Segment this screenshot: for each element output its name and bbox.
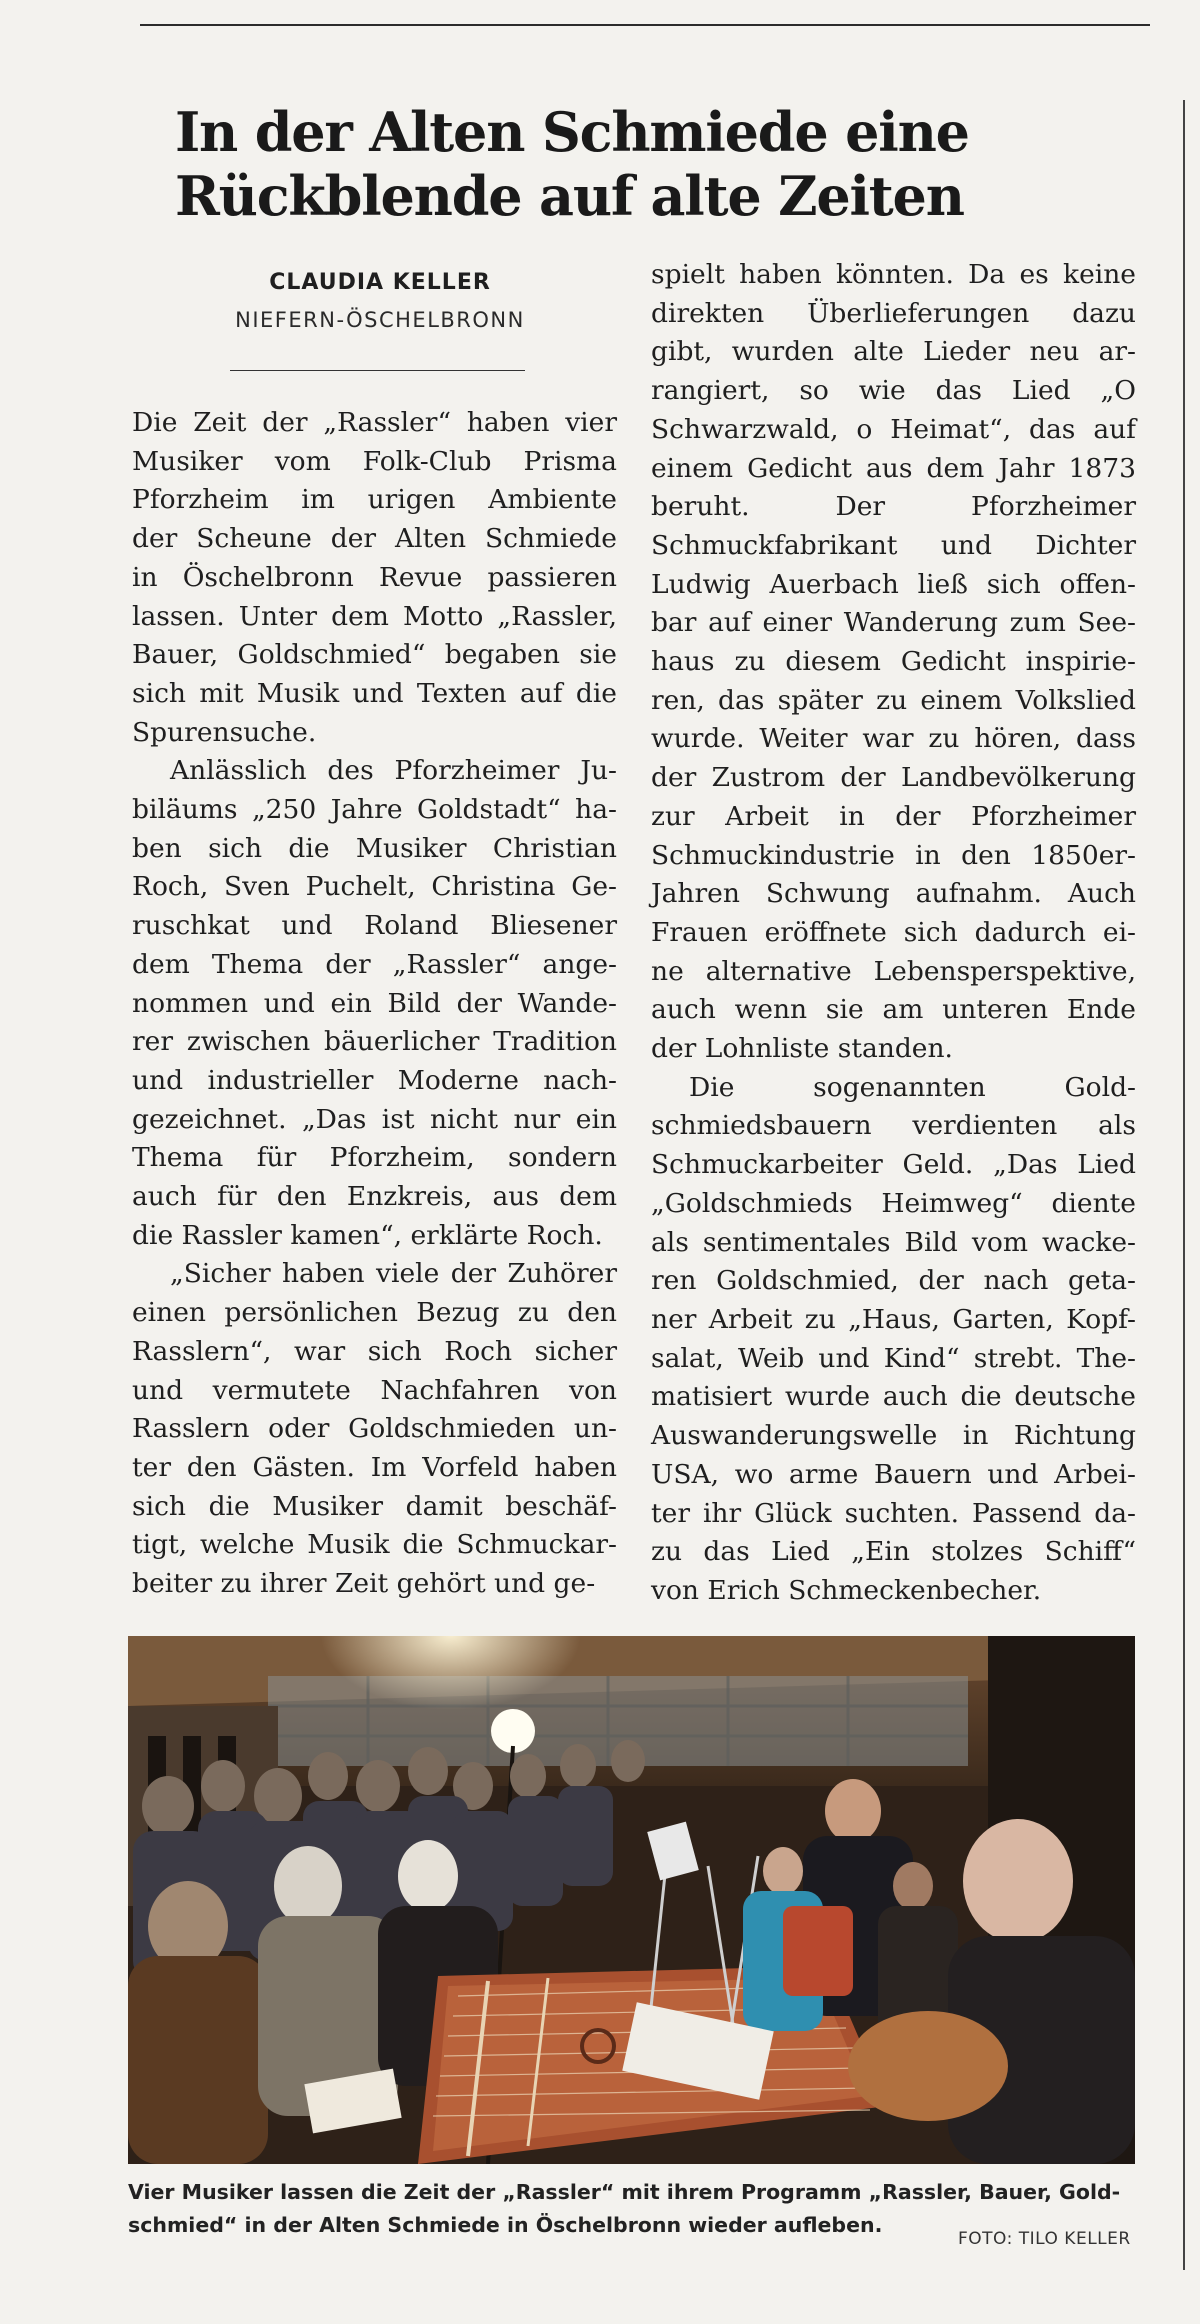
body-text-line: Anlässlich des Pforzheimer Ju- [170, 755, 617, 787]
previous-page-header-bleed [300, 2, 1150, 22]
body-text-line: rangiert, so wie das Lied „O [651, 375, 1136, 407]
body-text-line: beiter zu ihrer Zeit gehört und ge- [132, 1568, 596, 1600]
body-text-line: tigt, welche Musik die Schmuckar- [132, 1529, 617, 1561]
body-text-line: Schwarzwald, o Heimat“, das auf [651, 413, 1136, 445]
body-text-line: ben sich die Musiker Christian [132, 832, 617, 864]
body-text-line: Spurensuche. [132, 716, 317, 748]
body-text-line: Schmuckfabrikant und Dichter [651, 529, 1136, 561]
page-top-rule [140, 24, 1150, 26]
body-text-line: Rasslern oder Goldschmieden un- [132, 1413, 617, 1445]
body-text-line: einen persönlichen Bezug zu den [132, 1297, 617, 1329]
body-text-line: sich die Musiker damit beschäf- [132, 1490, 617, 1522]
body-text-line: Thema für Pforzheim, sondern [132, 1142, 617, 1174]
headline-line: In der Alten Schmiede eine [175, 100, 969, 164]
body-text-line: sich mit Musik und Texten auf die [132, 677, 617, 709]
body-text-line: ne alternative Lebensperspektive, [651, 955, 1136, 987]
body-text-line: auch wenn sie am unteren Ende [651, 994, 1136, 1026]
byline-divider [230, 370, 525, 371]
article-headline [175, 100, 1075, 228]
body-column-right [651, 256, 1136, 1611]
body-text-line: nommen und ein Bild der Wande- [132, 987, 617, 1019]
body-text-line: einem Gedicht aus dem Jahr 1873 [651, 452, 1136, 484]
photo-credit: FOTO: TILO KELLER [958, 2229, 1131, 2249]
body-text-line: der Scheune der Alten Schmiede [132, 523, 617, 555]
body-text-line: „Goldschmieds Heimweg“ diente [651, 1187, 1136, 1219]
body-text-line: spielt haben könnten. Da es keine [651, 259, 1136, 290]
body-text-line: von Erich Schmeckenbecher. [651, 1574, 1042, 1606]
body-text-line: der Lohnliste standen. [651, 1033, 953, 1065]
body-text-line: ren Goldschmied, der nach geta- [651, 1265, 1136, 1297]
body-text-line: wurde. Weiter war zu hören, dass [651, 723, 1136, 755]
body-text-line: und vermutete Nachfahren von [132, 1374, 617, 1406]
author-name: CLAUDIA KELLER [269, 270, 491, 295]
dateline-place: NIEFERN-ÖSCHELBRONN [235, 308, 525, 332]
body-text-line: lassen. Unter dem Motto „Rassler, [132, 600, 617, 632]
body-text-line: Bauer, Goldschmied“ begaben sie [132, 639, 617, 671]
body-text-line: ter den Gästen. Im Vorfeld haben [132, 1451, 617, 1483]
body-text-line: die Rassler kamen“, erklärte Roch. [132, 1219, 603, 1251]
body-text-line: ren, das später zu einem Volkslied [651, 684, 1136, 716]
body-text-line: Pforzheim im urigen Ambiente [132, 484, 617, 516]
body-text-line: Schmuckarbeiter Geld. „Das Lied [651, 1149, 1136, 1181]
body-text-line: Schmuckindustrie in den 1850er- [651, 839, 1136, 871]
body-text-line: Die sogenannten Gold- [689, 1071, 1136, 1103]
body-text-line: bar auf einer Wanderung zum See- [651, 607, 1136, 639]
body-text-line: Roch, Sven Puchelt, Christina Ge- [132, 871, 617, 903]
body-text-line: rer zwischen bäuerlicher Tradition [132, 1026, 617, 1058]
caption-line: Vier Musiker lassen die Zeit der „Rassler“ mit ihrem Programm „Rassler, Bauer, Gold- [128, 2180, 1121, 2204]
body-text-line: direkten Überlieferungen dazu [651, 297, 1136, 329]
body-text-line: Ludwig Auerbach ließ sich offen- [651, 568, 1136, 600]
concert-photo [128, 1636, 1135, 2164]
body-text-line: USA, wo arme Bauern und Arbei- [651, 1458, 1136, 1490]
body-text-line: Frauen eröffnete sich dadurch ei- [651, 916, 1136, 948]
body-text-line: salat, Weib und Kind“ strebt. The- [651, 1342, 1136, 1374]
body-text-line: Die Zeit der „Rassler“ haben vier [132, 407, 617, 438]
body-text-line: zur Arbeit in der Pforzheimer [651, 800, 1136, 832]
body-text-line: in Öschelbronn Revue passieren [132, 561, 617, 593]
body-text-line: gibt, wurden alte Lieder neu ar- [651, 336, 1136, 368]
body-text-line: und industrieller Moderne nach- [132, 1064, 617, 1096]
body-column-left [132, 404, 617, 1604]
body-text-line: zu das Lied „Ein stolzes Schiff“ [651, 1536, 1136, 1568]
body-text-line: ter ihr Glück suchten. Passend da- [651, 1497, 1136, 1529]
body-text-line: schmiedsbauern verdienten als [651, 1110, 1136, 1142]
body-text-line: „Sicher haben viele der Zuhörer [170, 1258, 617, 1290]
caption-line: schmied“ in der Alten Schmiede in Öschelbronn wieder aufleben. [128, 2213, 883, 2237]
body-text-line: gezeichnet. „Das ist nicht nur ein [132, 1103, 617, 1135]
body-text-line: Rasslern“, war sich Roch sicher [132, 1335, 617, 1367]
body-text-line: der Zustrom der Landbevölkerung [651, 762, 1136, 794]
body-text-line: dem Thema der „Rassler“ ange- [132, 948, 617, 980]
body-text-line: als sentimentales Bild vom wacke- [651, 1226, 1136, 1258]
body-text-line: matisiert wurde auch die deutsche [651, 1381, 1136, 1413]
body-text-line: Auswanderungswelle in Richtung [651, 1420, 1136, 1452]
body-text-line: auch für den Enzkreis, aus dem [132, 1181, 617, 1213]
body-text-line: beruht. Der Pforzheimer [651, 491, 1136, 523]
body-text-line: biläums „250 Jahre Goldstadt“ ha- [132, 794, 617, 826]
body-text-line: ner Arbeit zu „Haus, Garten, Kopf- [651, 1303, 1136, 1335]
body-text-line: haus zu diesem Gedicht inspirie- [651, 646, 1136, 678]
body-text-line: ruschkat und Roland Bliesener [132, 910, 617, 942]
headline-line: Rückblende auf alte Zeiten [175, 164, 964, 228]
column-divider-rule [1183, 100, 1185, 2270]
body-text-line: Jahren Schwung aufnahm. Auch [651, 878, 1136, 910]
body-text-line: Musiker vom Folk-Club Prisma [132, 445, 617, 477]
